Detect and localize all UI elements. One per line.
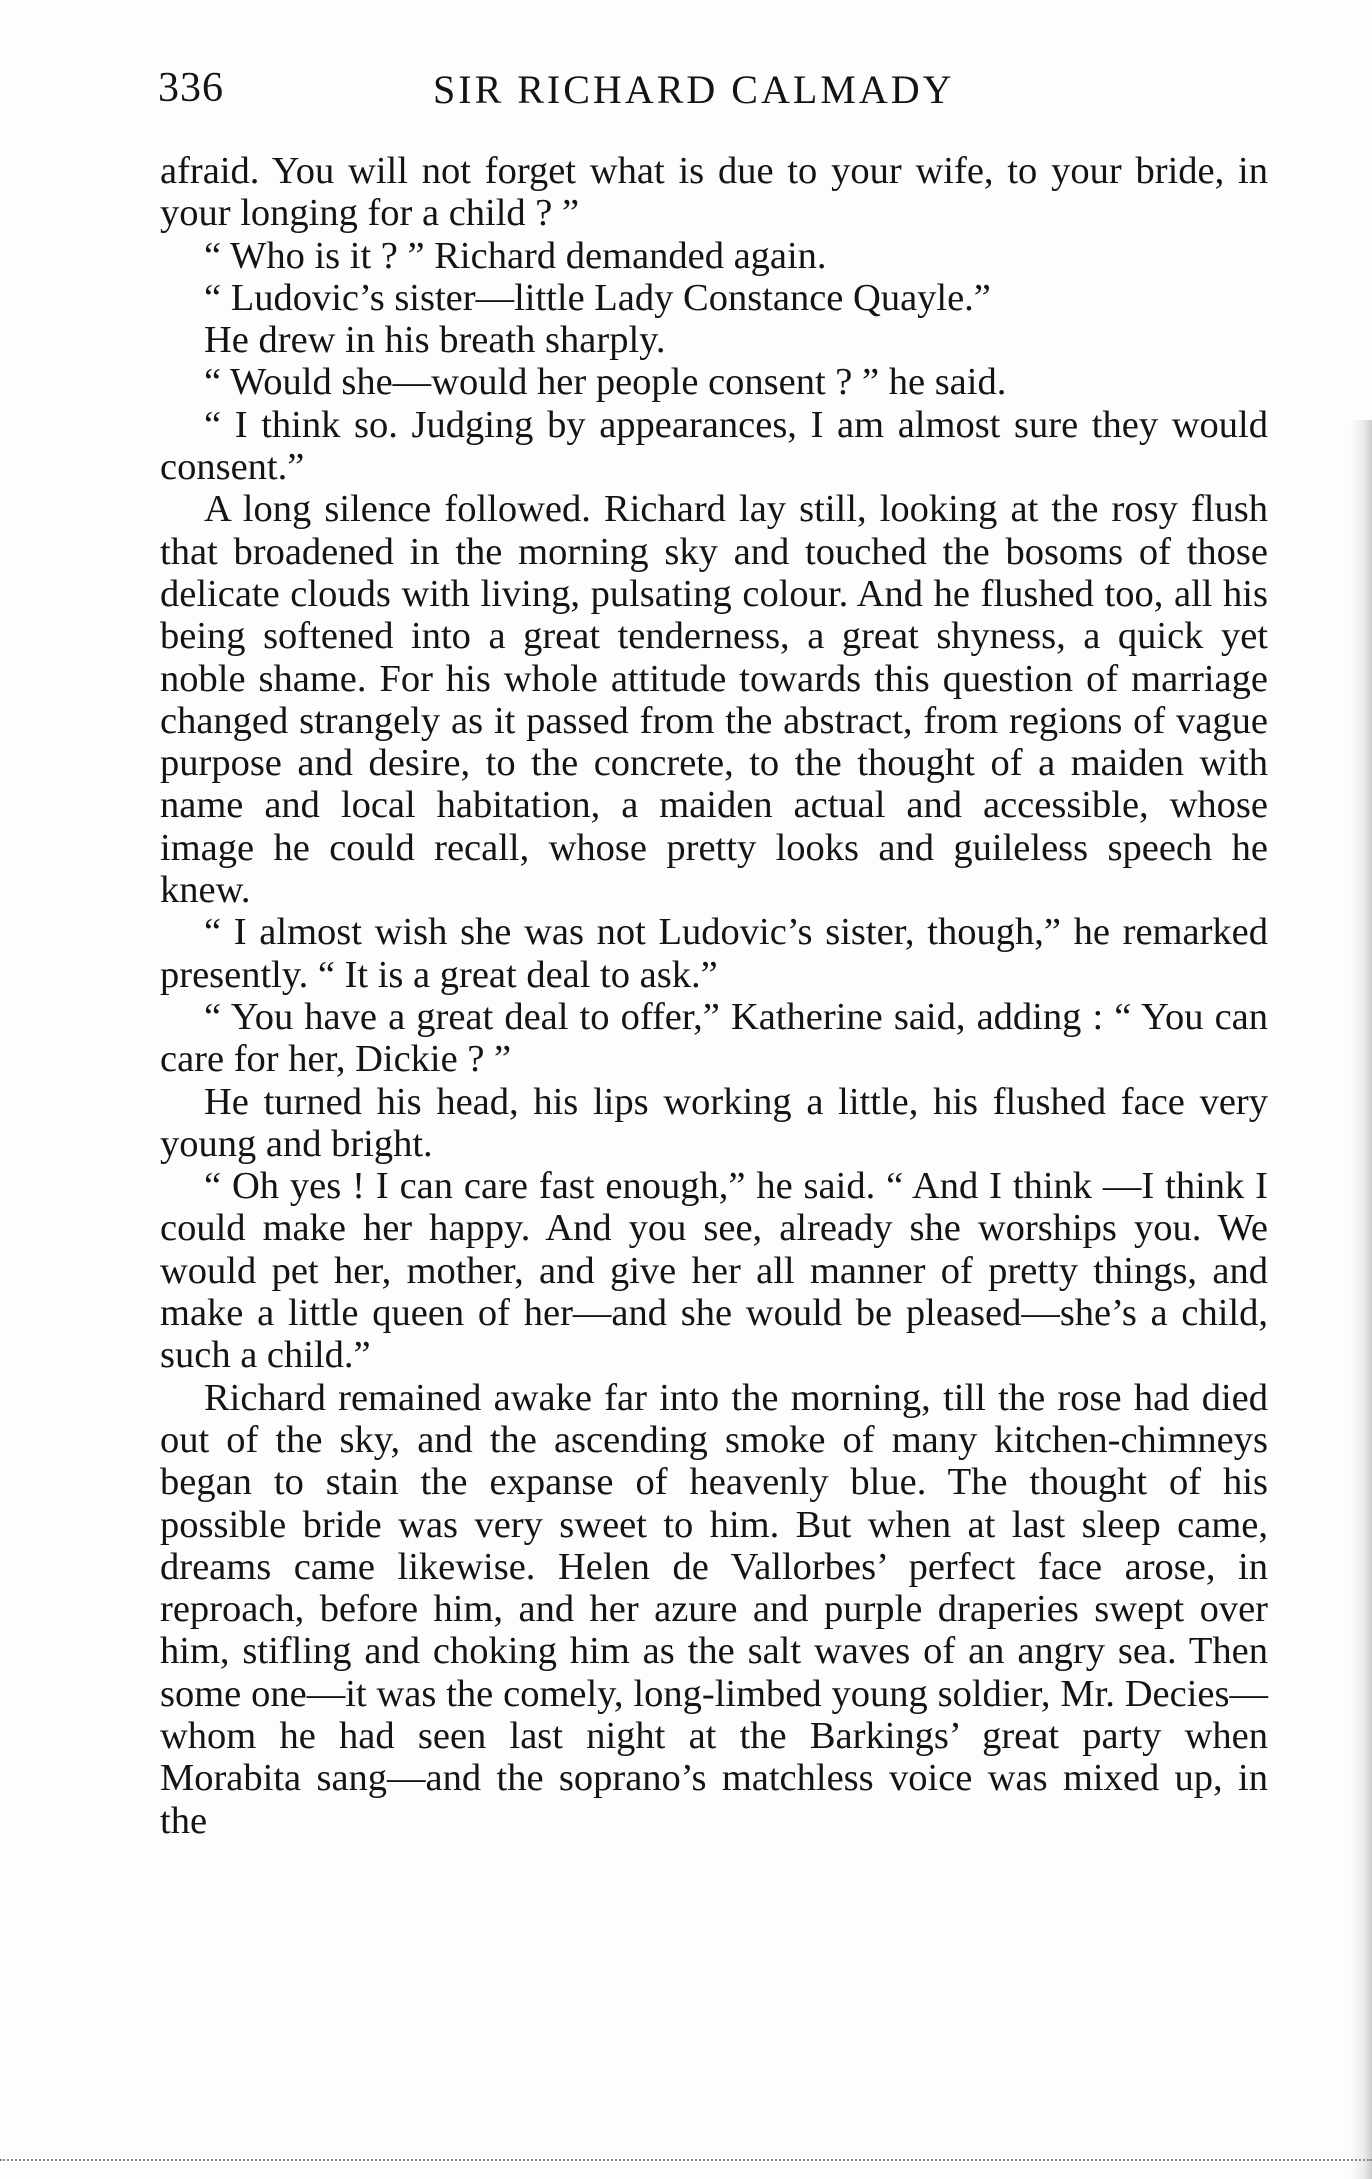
paragraph: “ I think so. Judging by appearances, I am almost sure they would consent.” [160,403,1268,489]
paragraph: He turned his head, his lips working a little, his flushed face very young and bright. [160,1080,1268,1165]
paragraph: “ Would she—would her people consent ? ” he said. [204,361,1007,404]
paragraph: “ Who is it ? ” Richard demanded again. [204,234,827,277]
paragraph: Richard remained awake far into the morning, till the rose had died out of the sky, and the ascending smoke of many kitchen-chimneys began to stain the expanse of heavenly blue. The thought of his possible bride was very sweet to him. But when at last sleep came, dreams came likewise. Helen de Vallorbes’ perfect face arose, in reproach, before him, and her azure and purple draperies swept over him, stifling and choking him as the salt waves of an angry sea. Then some one—it was the comely, long-limbed young soldier, Mr. Decies—whom he had seen last night at the Barkings’ great party when Morabita sang—and the soprano’s matchless voice was mixed up, in the [160,1376,1268,1842]
paragraph: He drew in his breath sharply. [204,319,666,362]
paragraph: afraid. You will not forget what is due to your wife, to your bride, in your longing for a child ? ” [160,150,1268,235]
running-title: SIR RICHARD CALMADY [433,67,955,112]
body-text [160,150,1268,1842]
paragraph: “ Ludovic’s sister—little Lady Constance Quayle.” [204,276,991,319]
bottom-edge [0,2159,1372,2161]
paragraph: “ Oh yes ! I can care fast enough,” he said. “ And I think —I think I could make her happy. And you see, already she worships you. We would pet her, mother, and give her all manner of pretty things, and make a little queen of her—and she would be pleased—she’s a child, such a child.” [160,1165,1268,1377]
page-edge-shadow [1350,420,1372,2179]
paragraph: “ You have a great deal to offer,” Katherine said, adding : “ You can care for her, Dickie ? ” [160,995,1268,1081]
paragraph: A long silence followed. Richard lay still, looking at the rosy flush that broadened in the morning sky and touched the bosoms of those delicate clouds with living, pulsating colour. And he flushed too, all his being softened into a great tenderness, a great shyness, a quick yet noble shame. For his whole attitude towards this question of marriage changed strangely as it passed from the abstract, from regions of vague purpose and desire, to the concrete, to the thought of a maiden with name and local habitation, a maiden actual and accessible, whose image he could recall, whose pretty looks and guileless speech he knew. [160,488,1268,912]
page-header [158,64,1268,124]
paragraph: “ I almost wish she was not Ludovic’s sister, though,” he remarked presently. “ It is a great deal to ask.” [160,911,1268,996]
page-number: 336 [158,65,224,111]
